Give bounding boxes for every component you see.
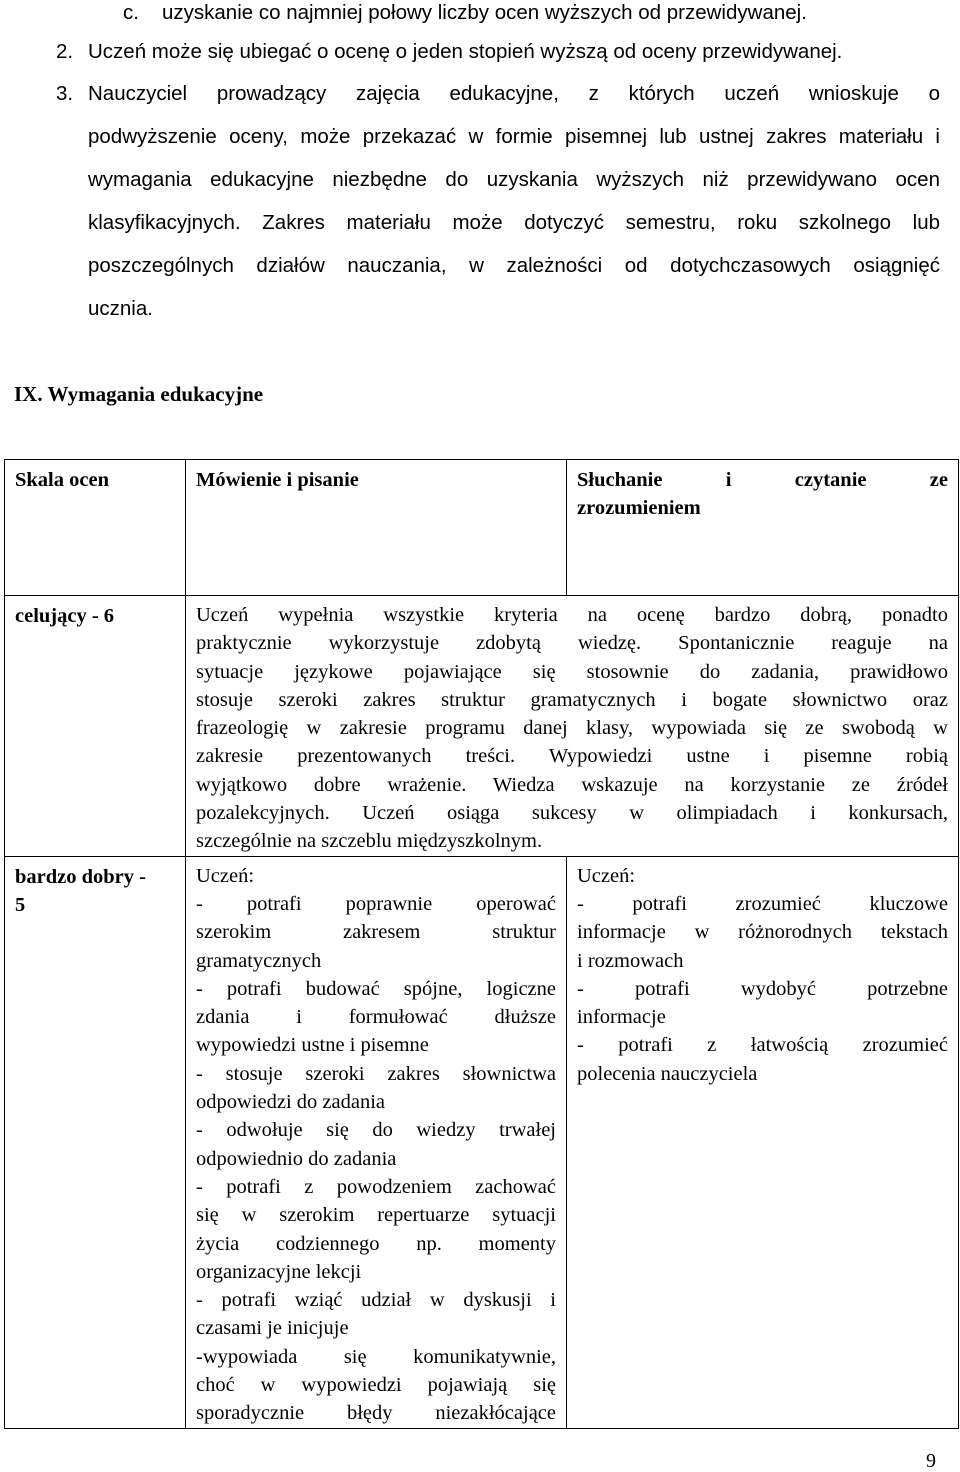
speaking-line-13: się w szerokim repertuarze sytuacji xyxy=(196,1204,556,1227)
listening-line-3: informacje w różnorodnych tekstach xyxy=(577,921,948,944)
speaking-line-16: - potrafi wziąć udział w dyskusji i xyxy=(196,1289,556,1312)
speaking-line-6: zdania i formułować dłuższe xyxy=(196,1006,556,1029)
celujacy-line-7: wyjątkowo dobre wrażenie. Wiedza wskazuje na korzystanie ze źródeł xyxy=(196,773,948,796)
list-item-c-marker: c. xyxy=(123,1,139,24)
speaking-line-2: - potrafi poprawnie operować xyxy=(196,892,556,915)
celujacy-line-4: stosuje szeroki zakres struktur gramatycznych i bogate słownictwo oraz xyxy=(196,688,948,711)
listening-line-6: informacje xyxy=(577,1006,666,1029)
header-grade-scale: Skala ocen xyxy=(15,469,109,491)
listening-cell-bardzo-dobry xyxy=(567,856,959,1428)
list-item-3-line-4: klasyfikacyjnych. Zakres materiału może dotyczyć semestru, roku szkolnego lub xyxy=(88,211,940,234)
grade-bardzo-dobry-line-2: 5 xyxy=(15,893,26,916)
speaking-line-18: -wypowiada się komunikatywnie, xyxy=(196,1345,556,1368)
section-heading: IX. Wymagania edukacyjne xyxy=(14,382,264,406)
listening-line-5: - potrafi wydobyć potrzebne xyxy=(577,977,948,1000)
speaking-line-1: Uczeń: xyxy=(196,864,255,887)
speaking-line-14: życia codziennego np. momenty xyxy=(196,1232,556,1255)
requirements-table xyxy=(4,459,959,1429)
celujacy-description xyxy=(186,596,958,856)
listening-line-1: Uczeń: xyxy=(577,864,636,887)
list-item-3-marker: 3. xyxy=(56,82,74,105)
table-row-celujacy xyxy=(5,596,959,857)
speaking-cell-bardzo-dobry xyxy=(186,856,567,1428)
speaking-description xyxy=(186,857,566,1428)
table-header-row xyxy=(5,460,959,596)
merged-description-cell xyxy=(186,596,959,857)
speaking-line-19: choć w wypowiedzi pojawiają się xyxy=(196,1374,556,1397)
grade-bardzo-dobry xyxy=(5,857,185,919)
list-item-3-line-5: poszczególnych działów nauczania, w zależności od dotychczasowych osiągnięć xyxy=(88,254,940,277)
table-row-bardzo-dobry xyxy=(5,856,959,1428)
celujacy-line-6: zakresie prezentowanych treści. Wypowiedzi ustne i pisemne robią xyxy=(196,745,948,768)
list-item-3-line-2: podwyższenie oceny, może przekazać w formie pisemnej lub ustnej zakres materiału i xyxy=(88,125,940,148)
speaking-line-4: gramatycznych xyxy=(196,949,322,972)
celujacy-line-9: szczególnie na szczeblu międzyszkolnym. xyxy=(196,830,543,853)
header-cell-speaking-writing xyxy=(186,460,567,596)
header-speaking-writing: Mówienie i pisanie xyxy=(196,469,359,491)
speaking-line-8: - stosuje szeroki zakres słownictwa xyxy=(196,1062,556,1085)
celujacy-line-5: frazeologię w zakresie programu danej klasy, wypowiada się ze swobodą w xyxy=(196,717,948,740)
listening-description xyxy=(567,857,958,1088)
celujacy-line-1: Uczeń wypełnia wszystkie kryteria na ocenę bardzo dobrą, ponadto xyxy=(196,604,948,626)
grade-cell-celujacy xyxy=(5,596,186,857)
listening-line-7: - potrafi z łatwością zrozumieć xyxy=(577,1034,948,1057)
speaking-line-15: organizacyjne lekcji xyxy=(196,1260,362,1283)
list-item-3-line-1: Nauczyciel prowadzący zajęcia edukacyjne, z których uczeń wnioskuje o xyxy=(88,82,940,105)
speaking-line-5: - potrafi budować spójne, logiczne xyxy=(196,977,556,1000)
grade-celujacy: celujący - 6 xyxy=(15,605,115,627)
list-item-3-line-3: wymagania edukacyjne niezbędne do uzyskania wyższych niż przewidywano ocen xyxy=(88,168,940,191)
speaking-line-20: sporadycznie błędy niezakłócające xyxy=(196,1402,556,1425)
listening-line-8: polecenia nauczyciela xyxy=(577,1062,758,1085)
celujacy-line-3: sytuacje językowe pojawiające się stosownie do zadania, prawidłowo xyxy=(196,660,948,683)
speaking-line-17: czasami je inicjuje xyxy=(196,1317,349,1340)
speaking-line-12: - potrafi z powodzeniem zachować xyxy=(196,1175,556,1198)
list-item-c-text: uzyskanie co najmniej połowy liczby ocen wyższych od przewidywanej. xyxy=(162,1,807,24)
celujacy-line-2: praktycznie wykorzystuje zdobytą wiedzę. Spontanicznie reaguje na xyxy=(196,632,948,655)
header-cell-grade-scale xyxy=(5,460,186,596)
header-listening-line-1: Słuchanie i czytanie ze xyxy=(577,469,948,491)
celujacy-line-8: pozalekcyjnych. Uczeń osiąga sukcesy w olimpiadach i konkursach, xyxy=(196,802,948,825)
speaking-line-7: wypowiedzi ustne i pisemne xyxy=(196,1034,429,1057)
speaking-line-9: odpowiedzi do zadania xyxy=(196,1091,385,1114)
grade-bardzo-dobry-line-1: bardzo dobry - xyxy=(15,865,146,888)
header-cell-listening-reading xyxy=(567,460,959,596)
header-listening-line-2: zrozumieniem xyxy=(577,497,701,519)
header-listening-reading xyxy=(567,460,958,522)
speaking-line-10: - odwołuje się do wiedzy trwałej xyxy=(196,1119,556,1142)
list-item-2-marker: 2. xyxy=(56,40,74,63)
page-number: 9 xyxy=(926,1450,936,1472)
speaking-line-11: odpowiednio do zadania xyxy=(196,1147,397,1170)
list-item-3-line-6: ucznia. xyxy=(88,297,153,320)
listening-line-4: i rozmowach xyxy=(577,949,684,972)
grade-cell-bardzo-dobry xyxy=(5,856,186,1428)
listening-line-2: - potrafi zrozumieć kluczowe xyxy=(577,892,948,915)
list-item-2-text: Uczeń może się ubiegać o ocenę o jeden stopień wyższą od oceny przewidywanej. xyxy=(88,40,843,63)
speaking-line-3: szerokim zakresem struktur xyxy=(196,921,556,944)
